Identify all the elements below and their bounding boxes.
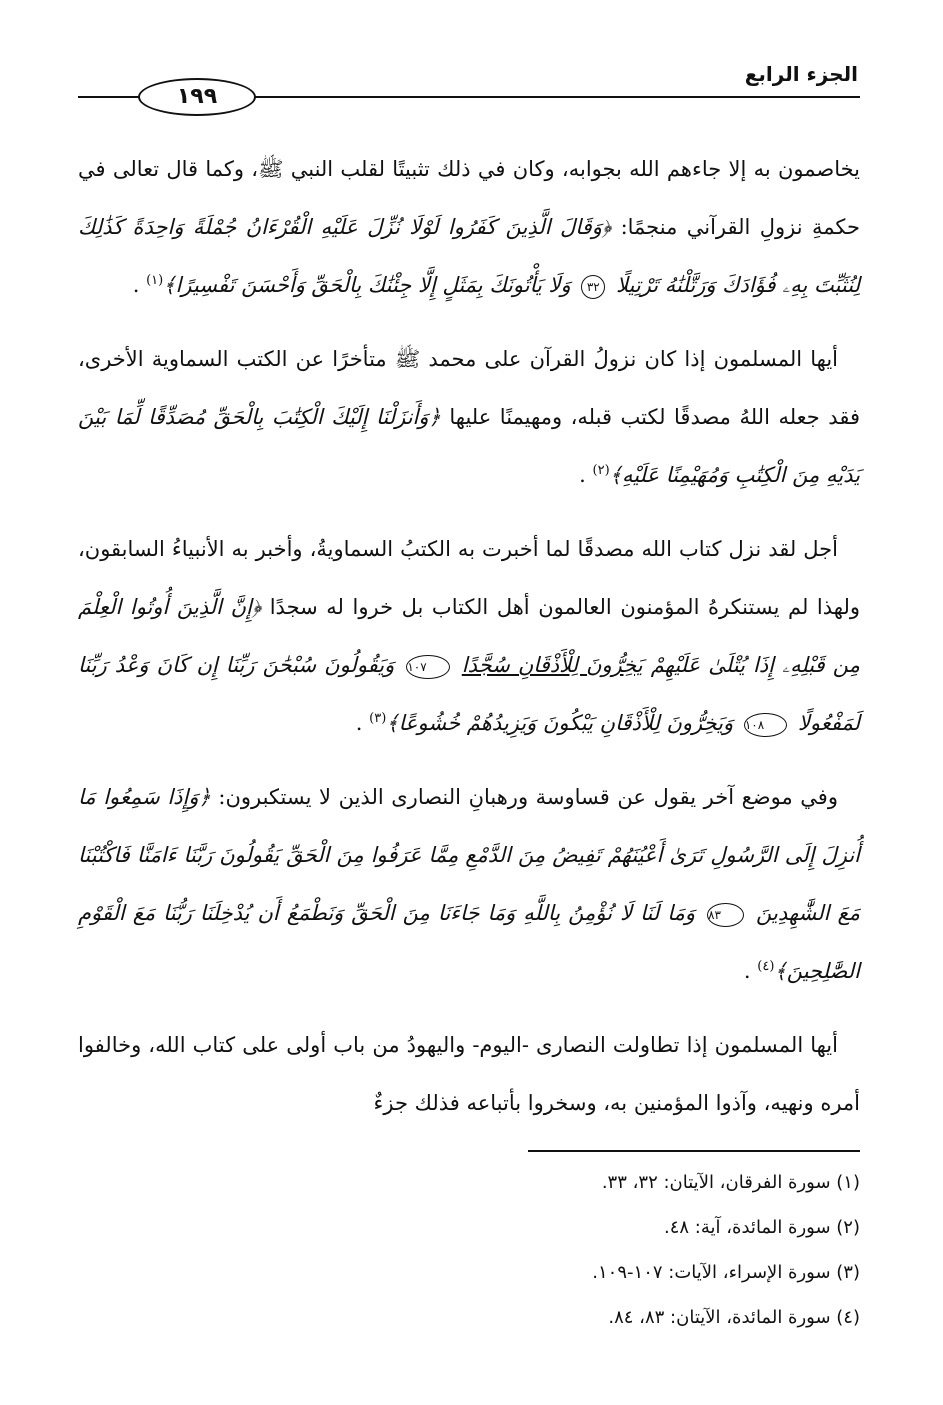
page-number-badge [138,78,256,116]
p4-end: . [743,959,751,983]
footnote-1: (١) سورة الفرقان، الآيتان: ٣٢، ٣٣. [601,1172,860,1193]
footnote-ref: (٣) [369,711,387,726]
p1-quran: ﴿وَقَالَ الَّذِينَ كَفَرُوا لَوْلَا نُزِّلَ عَلَيْهِ الْقُرْءَانُ جُمْلَةً وَاحِدَةً كَذَٰلِكَ لِنُثَبِّتَ بِهِۦ فُؤَادَكَ وَرَتَّلْنَٰهُ تَرْتِيلًا [78,215,860,297]
ayah-number: ١٠٧ [406,655,449,679]
part-title: الجزء الرابع [744,62,858,86]
p3-quran-c: وَيَخِرُّونَ لِلْأَذْقَانِ يَبْكُونَ وَيَزِيدُهُمْ خُشُوعًا﴾ [386,711,734,735]
footnote-3: (٣) سورة الإسراء، الآيات: ١٠٧-١٠٩. [592,1262,860,1283]
ayah-number: ١٠٨ [744,713,787,737]
ayah-number: ٨٣ [707,903,744,927]
p4-quran-b: وَمَا لَنَا لَا نُؤْمِنُ بِاللَّهِ وَمَا جَاءَنَا مِنَ الْحَقِّ وَنَطْمَعُ أَن يُدْخِلَنَا رَبُّنَا مَعَ الْقَوْمِ الصَّٰلِحِينَ﴾ [78,901,860,983]
p3-quran-b: وَيَقُولُونَ سُبْحَٰنَ رَبِّنَا إِن كَانَ وَعْدُ رَبِّنَا لَمَفْعُولًا [78,653,860,735]
footnotes [160,1160,860,1340]
paragraph-4 [78,768,860,1000]
main-text [78,140,860,1148]
footnote-ref: (١) [146,273,164,288]
p1-end: . [132,273,140,297]
p3-end: . [355,711,363,735]
page-number: ١٩٩ [176,84,218,109]
p4-text: وفي موضع آخر يقول عن قساوسة ورهبانِ النصارى الذين لا يستكبرون: [210,785,838,809]
page-header [78,62,860,128]
footnote-ref: (٢) [592,463,610,478]
ayah-number: ٣٢ [581,275,605,299]
p1-text: يخاصمون به إلا جاءهم الله بجوابه، وكان في ذلك تثبيتًا لقلب النبي ﷺ، وكما قال تعالى في حكمةِ نزولِ القرآني منجمًا: [78,157,861,239]
footnote-2: (٢) سورة المائدة، آية: ٤٨. [664,1217,860,1238]
p2-text: أيها المسلمون إذا كان نزولُ القرآن على محمد ﷺ متأخرًا عن الكتب السماوية الأخرى، فقد جعله اللهُ مصدقًا لكتب قبله، ومهيمنًا عليها [78,347,860,429]
footnote-rule [528,1150,860,1152]
p3-quran-underlined: يَخِرُّونَ لِلْأَذْقَانِ سُجَّدًا [461,653,643,677]
p2-quran: ﴿وَأَنزَلْنَا إِلَيْكَ الْكِتَٰبَ بِالْحَقِّ مُصَدِّقًا لِّمَا بَيْنَ يَدَيْهِ مِنَ الْكِتَٰبِ وَمُهَيْمِنًا عَلَيْهِ﴾ [78,405,860,487]
paragraph-3 [78,520,860,752]
paragraph-5 [78,1016,860,1132]
p3-quran-a: ﴿إِنَّ الَّذِينَ أُوتُوا الْعِلْمَ مِن قَبْلِهِۦ إِذَا يُتْلَىٰ عَلَيْهِمْ [78,595,860,677]
p4-quran: ﴿وَإِذَا سَمِعُوا مَا أُنزِلَ إِلَى الرَّسُولِ تَرَىٰ أَعْيُنَهُمْ تَفِيضُ مِنَ الدَّمْعِ مِمَّا عَرَفُوا مِنَ الْحَقِّ يَقُولُونَ رَبَّنَا ءَامَنَّا فَاكْتُبْنَا مَعَ الشَّٰهِدِينَ [78,785,861,925]
p3-text: أجل لقد نزل كتاب الله مصدقًا لما أخبرت به الكتبُ السماويةُ، وأخبر به الأنبياءُ السابقون، ولهذا لم يستنكرهُ المؤمنون العالمون أهل الكتاب بل خروا له سجدًا [78,537,860,619]
p1-quran-b: وَلَا يَأْتُونَكَ بِمَثَلٍ إِلَّا جِئْنَٰكَ بِالْحَقِّ وَأَحْسَنَ تَفْسِيرًا﴾ [163,273,571,297]
paragraph-1 [78,140,860,314]
footnote-4: (٤) سورة المائدة، الآيتان: ٨٣، ٨٤. [608,1307,860,1328]
paragraph-2 [78,330,860,504]
footnote-ref: (٤) [757,959,775,974]
p5-text: أيها المسلمون إذا تطاولت النصارى -اليوم- واليهودُ من باب أولى على كتاب الله، وخالفوا أمره ونهيه، وآذوا المؤمنين به، وسخروا بأتباعه فذلك جزءٌ [78,1033,860,1115]
p2-end: . [579,463,586,487]
